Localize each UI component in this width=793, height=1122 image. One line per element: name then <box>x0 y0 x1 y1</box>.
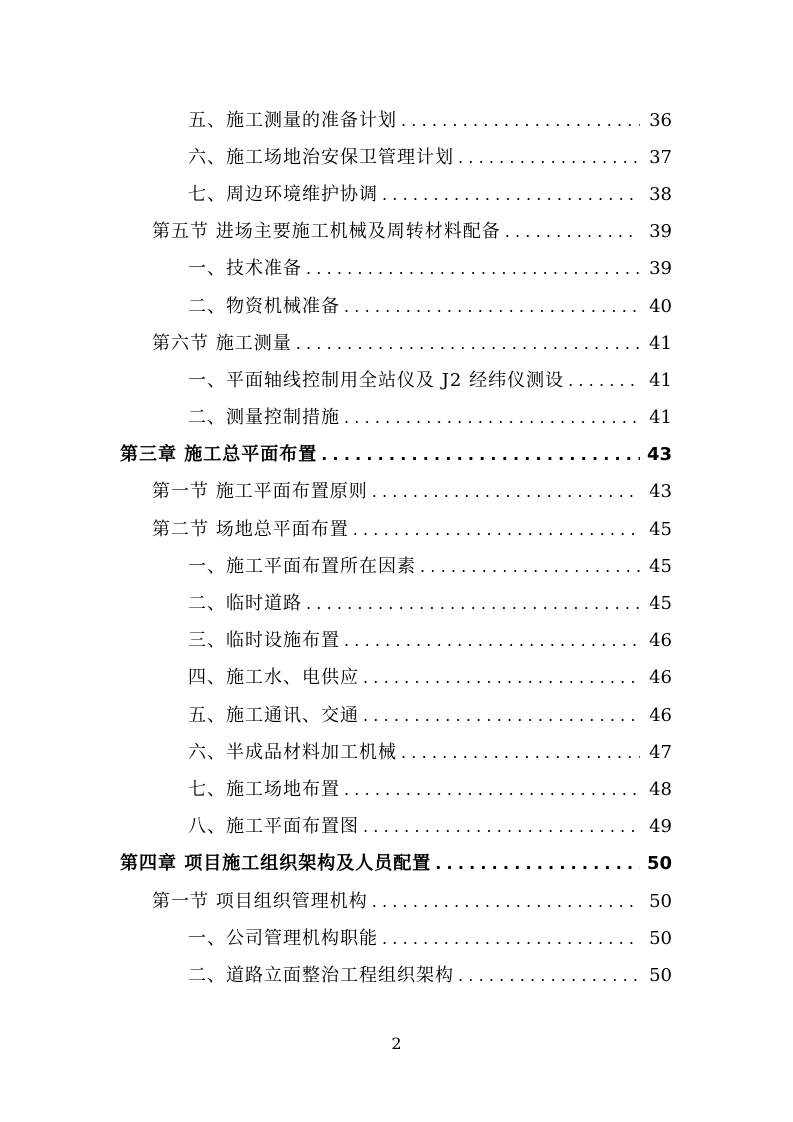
toc-entry-page: 45 <box>649 593 672 615</box>
dot-leader <box>401 741 640 765</box>
toc-entry-page: 46 <box>649 667 672 689</box>
toc-entry-label: 第六节 施工测量 <box>152 332 292 354</box>
toc-entry-page: 41 <box>649 369 672 391</box>
dot-leader <box>306 257 640 281</box>
toc-entry-label: 第一节 项目组织管理机构 <box>152 890 368 912</box>
toc-entry-label: 八、施工平面布置图 <box>188 816 359 838</box>
toc-entry-page: 37 <box>649 146 672 168</box>
dot-leader <box>296 332 640 356</box>
toc-entry[interactable] <box>0 474 793 511</box>
toc-entry[interactable] <box>0 325 793 362</box>
dot-leader <box>382 927 640 951</box>
dot-leader <box>344 295 640 319</box>
toc-entry-label: 一、施工平面布置所在因素 <box>188 555 416 577</box>
toc-entry-page: 43 <box>649 481 672 503</box>
toc-entry-label: 四、施工水、电供应 <box>188 667 359 689</box>
page-number: 2 <box>391 1034 402 1053</box>
toc-entry-label: 一、平面轴线控制用全站仪及 J2 经纬仪测设 <box>188 369 565 391</box>
toc-entry[interactable] <box>0 139 793 176</box>
toc-entry-label: 第五节 进场主要施工机械及周转材料配备 <box>152 221 501 243</box>
table-of-contents <box>0 102 793 995</box>
dot-leader <box>458 964 640 988</box>
dot-leader <box>363 815 640 839</box>
toc-entry-page: 47 <box>649 741 672 763</box>
dot-leader <box>363 666 640 690</box>
toc-entry[interactable] <box>0 585 793 622</box>
dot-leader <box>372 890 640 914</box>
toc-entry-page: 43 <box>646 444 672 466</box>
dot-leader <box>344 629 640 653</box>
toc-entry-page: 45 <box>649 555 672 577</box>
toc-entry-page: 49 <box>649 816 672 838</box>
toc-entry[interactable] <box>0 437 793 474</box>
toc-entry[interactable] <box>0 400 793 437</box>
toc-entry-page: 36 <box>649 109 672 131</box>
toc-entry-label: 三、临时设施布置 <box>188 630 340 652</box>
toc-entry[interactable] <box>0 771 793 808</box>
toc-entry[interactable] <box>0 957 793 994</box>
toc-entry-label: 第二节 场地总平面布置 <box>152 518 349 540</box>
toc-entry[interactable] <box>0 623 793 660</box>
toc-entry-page: 39 <box>649 258 672 280</box>
toc-entry[interactable] <box>0 511 793 548</box>
dot-leader <box>353 518 640 542</box>
dot-leader <box>568 369 640 393</box>
dot-leader <box>344 778 640 802</box>
toc-entry[interactable] <box>0 362 793 399</box>
toc-entry-label: 一、技术准备 <box>188 258 302 280</box>
toc-entry-page: 50 <box>649 890 672 912</box>
toc-entry[interactable] <box>0 883 793 920</box>
toc-entry[interactable] <box>0 176 793 213</box>
toc-entry-page: 39 <box>649 221 672 243</box>
toc-entry-label: 六、半成品材料加工机械 <box>188 741 397 763</box>
toc-entry-page: 40 <box>649 295 672 317</box>
dot-leader <box>306 592 640 616</box>
toc-entry-label: 第一节 施工平面布置原则 <box>152 481 368 503</box>
dot-leader <box>321 443 640 467</box>
toc-entry-page: 50 <box>646 853 672 875</box>
toc-entry-label: 第四章 项目施工组织架构及人员配置 <box>120 853 432 875</box>
dot-leader <box>382 183 640 207</box>
toc-entry-label: 第三章 施工总平面布置 <box>120 444 318 466</box>
toc-entry[interactable] <box>0 251 793 288</box>
dot-leader <box>344 406 640 430</box>
toc-entry-page: 45 <box>649 518 672 540</box>
toc-entry-page: 50 <box>649 964 672 986</box>
toc-entry[interactable] <box>0 548 793 585</box>
toc-entry[interactable] <box>0 214 793 251</box>
dot-leader <box>363 704 640 728</box>
toc-entry[interactable] <box>0 697 793 734</box>
toc-entry-label: 六、施工场地治安保卫管理计划 <box>188 146 454 168</box>
toc-entry-page: 38 <box>649 183 672 205</box>
dot-leader <box>505 220 640 244</box>
toc-entry-label: 二、临时道路 <box>188 593 302 615</box>
toc-entry[interactable] <box>0 734 793 771</box>
toc-entry[interactable] <box>0 809 793 846</box>
toc-entry-label: 二、测量控制措施 <box>188 407 340 429</box>
toc-entry[interactable] <box>0 660 793 697</box>
toc-entry-label: 七、周边环境维护协调 <box>188 183 378 205</box>
dot-leader <box>372 480 640 504</box>
toc-entry-label: 一、公司管理机构职能 <box>188 927 378 949</box>
toc-entry-page: 50 <box>649 927 672 949</box>
toc-entry-label: 七、施工场地布置 <box>188 778 340 800</box>
toc-entry-label: 二、物资机械准备 <box>188 295 340 317</box>
toc-entry-label: 五、施工测量的准备计划 <box>188 109 397 131</box>
dot-leader <box>401 109 640 133</box>
toc-entry-page: 46 <box>649 630 672 652</box>
dot-leader <box>458 146 640 170</box>
toc-entry-page: 48 <box>649 778 672 800</box>
toc-entry[interactable] <box>0 846 793 883</box>
toc-entry-page: 46 <box>649 704 672 726</box>
toc-entry-page: 41 <box>649 407 672 429</box>
toc-entry-page: 41 <box>649 332 672 354</box>
dot-leader <box>435 852 640 876</box>
toc-entry-label: 二、道路立面整治工程组织架构 <box>188 964 454 986</box>
toc-entry[interactable] <box>0 288 793 325</box>
toc-entry-label: 五、施工通讯、交通 <box>188 704 359 726</box>
toc-entry[interactable] <box>0 102 793 139</box>
dot-leader <box>420 555 640 579</box>
toc-entry[interactable] <box>0 920 793 957</box>
